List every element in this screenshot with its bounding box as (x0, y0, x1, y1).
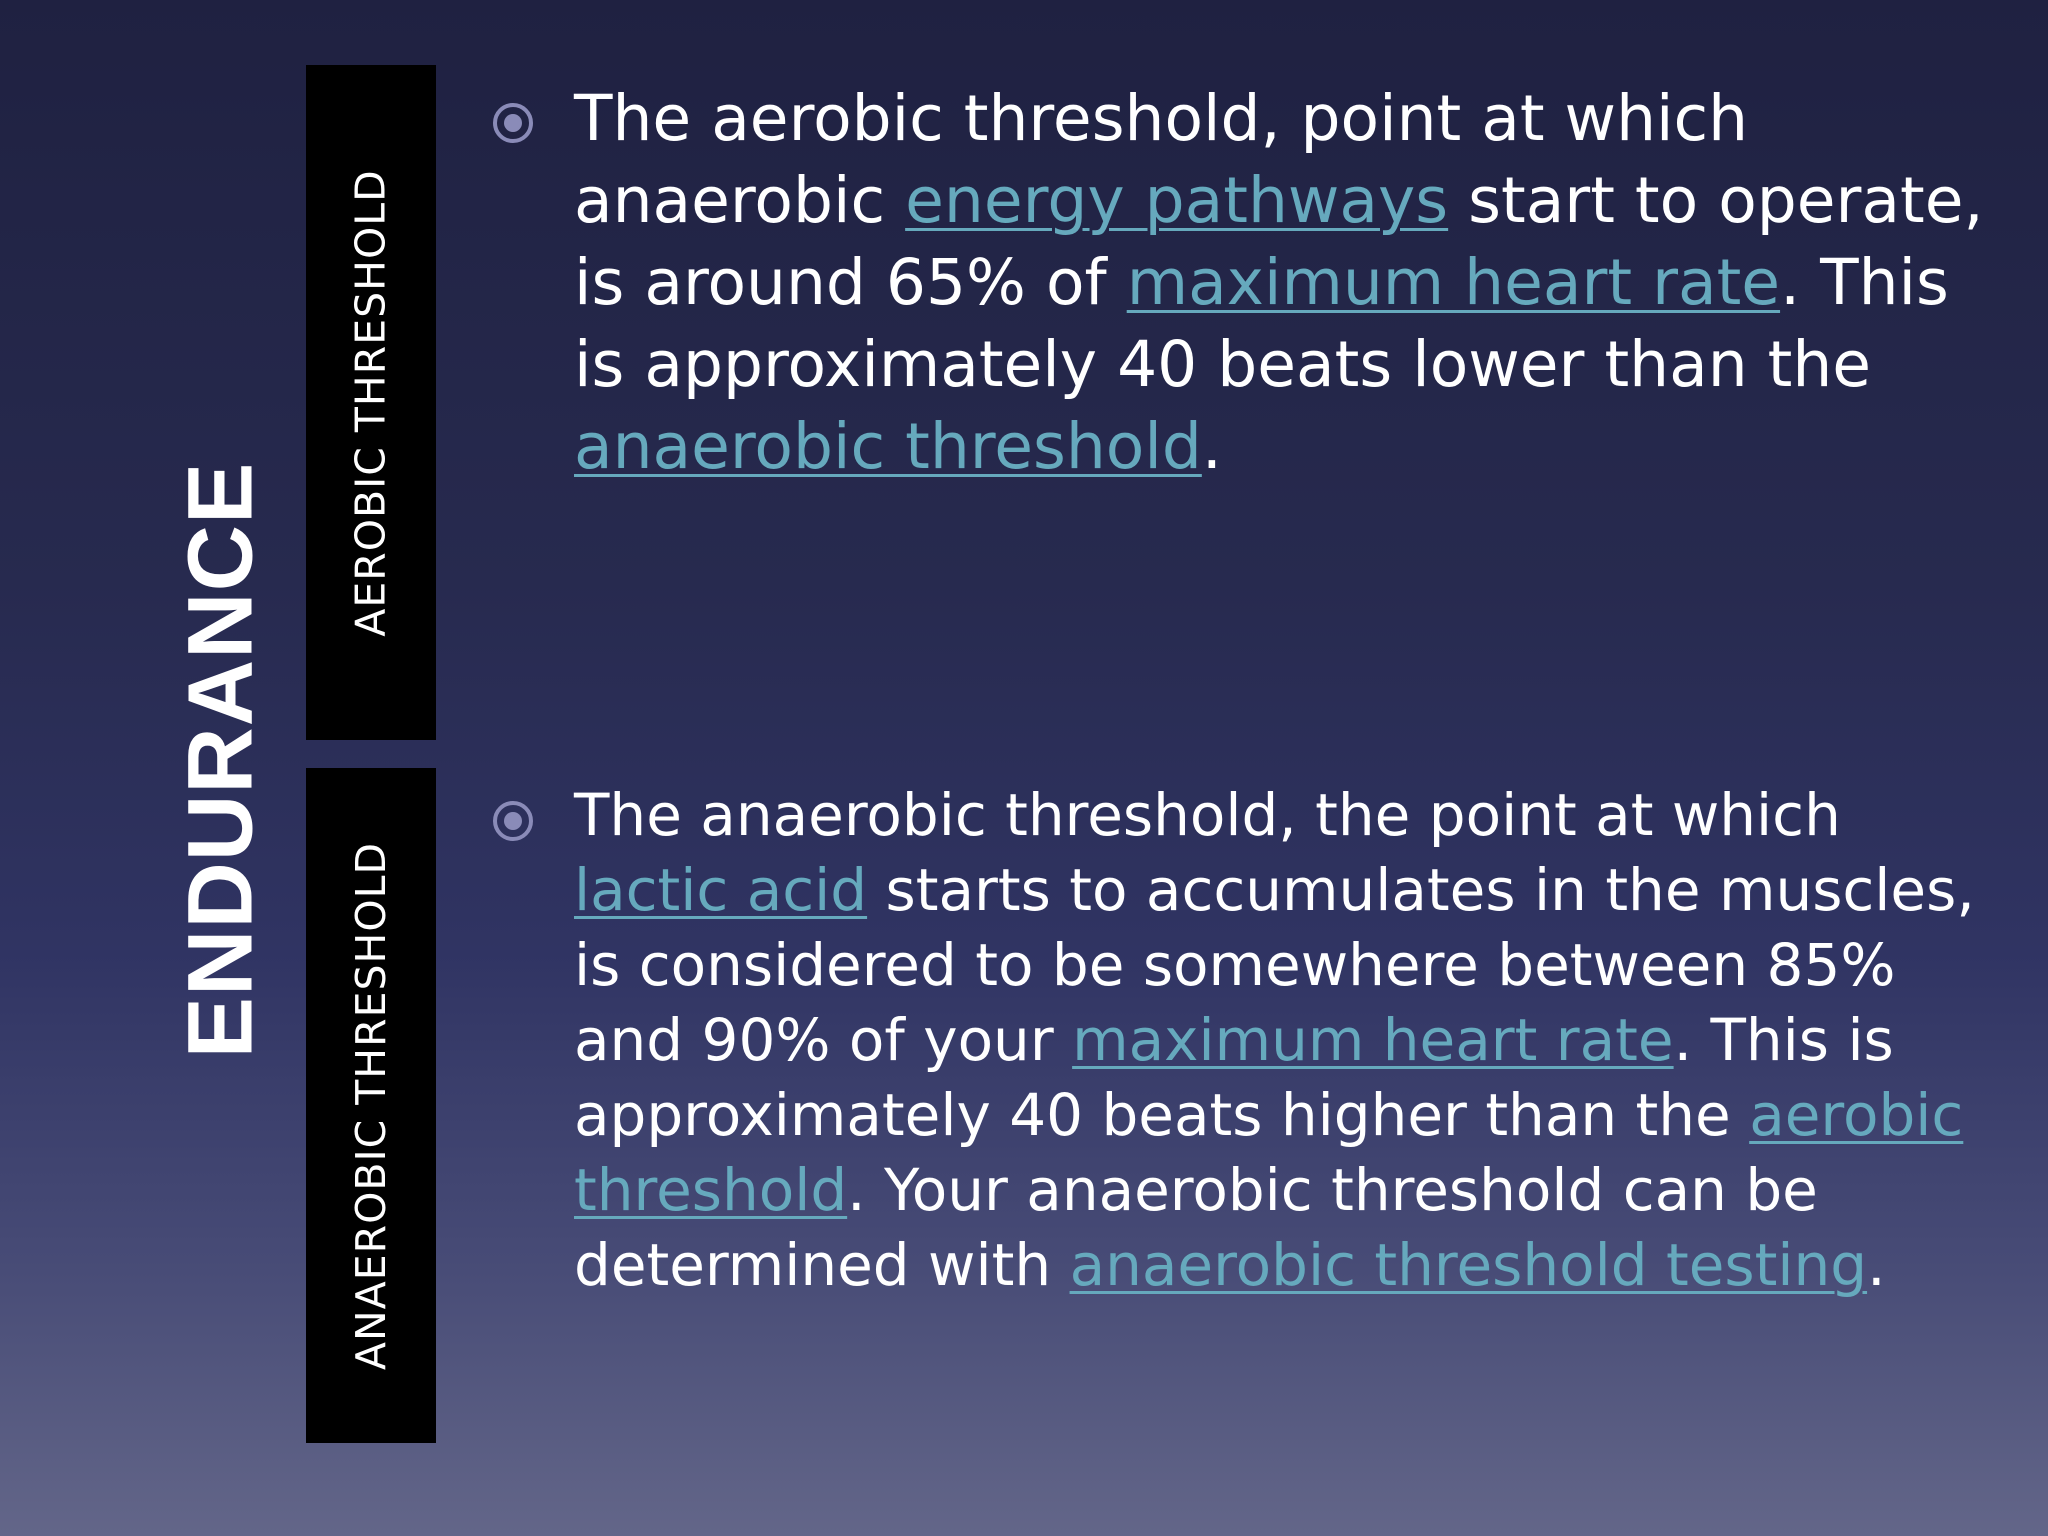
maximum-heart-rate-link[interactable]: maximum heart rate (1072, 1006, 1674, 1074)
anaerobic-threshold-testing-link[interactable]: anaerobic threshold testing (1069, 1231, 1868, 1299)
paragraph-text: The anaerobic threshold, the point at which (574, 781, 1841, 849)
energy-pathways-link[interactable]: energy pathways (905, 164, 1449, 237)
aerobic-threshold-label-bar (306, 65, 436, 740)
maximum-heart-rate-link[interactable]: maximum heart rate (1126, 246, 1781, 319)
paragraph-text: start to operate, is around 65% of (574, 164, 1984, 319)
anaerobic-threshold-link[interactable]: anaerobic threshold (574, 410, 1202, 483)
paragraph-text: The aerobic threshold, point at which anaerobic (574, 82, 1749, 237)
slide-title: ENDURANCE (169, 461, 271, 1059)
aerobic-threshold-link[interactable]: aerobic threshold (574, 1081, 1964, 1224)
radio-bullet-icon (488, 98, 538, 148)
paragraph-text: . This is approximately 40 beats lower than the (574, 246, 1949, 401)
paragraph-text: . Your anaerobic threshold can be determined with (574, 1156, 1818, 1299)
anaerobic-threshold-paragraph (574, 778, 1994, 1303)
paragraph-text: . (1201, 410, 1222, 483)
paragraph-text: starts to accumulates in the muscles, is considered to be somewhere between 85% and 90% of your (574, 856, 1975, 1074)
aerobic-threshold-paragraph (574, 78, 1994, 488)
lactic-acid-link[interactable]: lactic acid (574, 856, 868, 924)
anaerobic-threshold-label: ANAEROBIC THRESHOLD (347, 841, 395, 1370)
paragraph-text: . (1867, 1231, 1886, 1299)
radio-bullet-icon (488, 796, 538, 846)
aerobic-threshold-label: AEROBIC THRESHOLD (347, 168, 395, 637)
anaerobic-threshold-label-bar (306, 768, 436, 1443)
slide-title-container (170, 460, 270, 1060)
paragraph-text: . This is approximately 40 beats higher than the (574, 1006, 1894, 1149)
